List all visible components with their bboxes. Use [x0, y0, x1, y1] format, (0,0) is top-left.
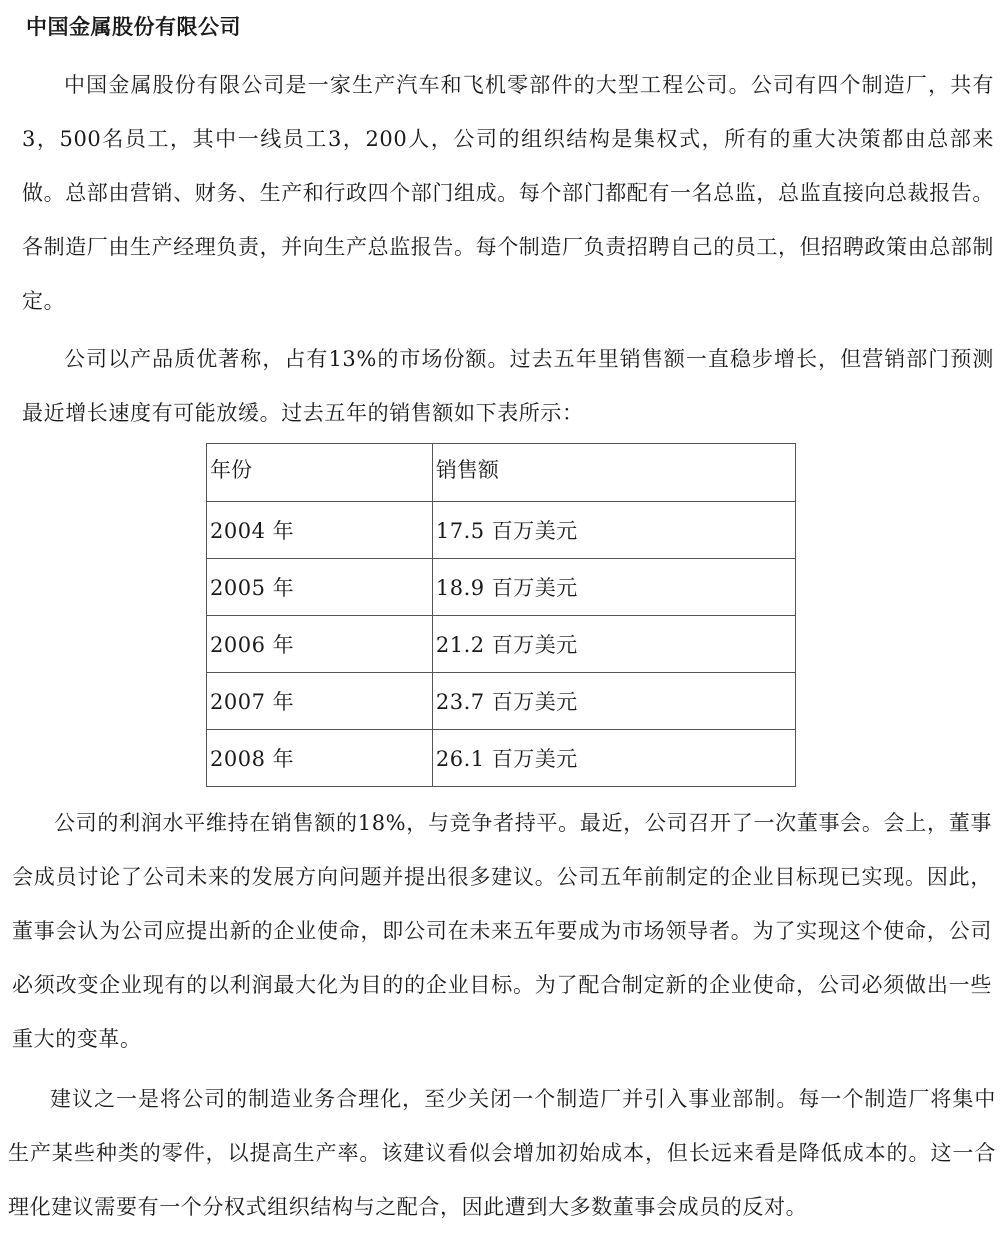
paragraph-rationalization-proposal: 建议之一是将公司的制造业务合理化，至少关闭一个制造厂并引入事业部制。每一个制造厂将集中生产某些种类的零件，以提高生产率。该建议看似会增加初始成本，但长远来看是降低成本的。这一合理化建议需要有一个分权式组织结构与之配合，因此遭到大多数董事会成员的反对。 — [8, 1087, 996, 1219]
cell-sales: 18.9 百万美元 — [432, 559, 795, 616]
paragraph-company-overview: 中国金属股份有限公司是一家生产汽车和飞机零部件的大型工程公司。公司有四个制造厂，共有3，500名员工，其中一线员工3，200人，公司的组织结构是集权式，所有的重大决策都由总部来做。总部由营销、财务、生产和行政四个部门组成。每个部门都配有一名总监，总监直接向总裁报告。各制造厂由生产经理负责，并向生产总监报告。每个制造厂负责招聘自己的员工，但招聘政策由总部制定。 — [22, 73, 994, 313]
cell-sales: 17.5 百万美元 — [432, 502, 795, 559]
table-row — [207, 616, 796, 673]
sales-table-header-row — [207, 444, 796, 502]
header-year: 年份 — [207, 444, 433, 502]
document-title: 中国金属股份有限公司 — [26, 15, 241, 39]
header-sales: 销售额 — [432, 444, 795, 502]
cell-year: 2004 年 — [207, 502, 433, 559]
cell-sales: 23.7 百万美元 — [432, 673, 795, 730]
table-row — [207, 559, 796, 616]
cell-year: 2008 年 — [207, 730, 433, 787]
paragraph-board-meeting: 公司的利润水平维持在销售额的18%，与竞争者持平。最近，公司召开了一次董事会。会上，董事会成员讨论了公司未来的发展方向问题并提出很多建议。公司五年前制定的企业目标现已实现。因此，董事会认为公司应提出新的企业使命，即公司在未来五年要成为市场领导者。为了实现这个使命，公司必须改变企业现有的以利润最大化为目的的企业目标。为了配合制定新的企业使命，公司必须做出一些重大的变革。 — [12, 811, 992, 1051]
table-row — [207, 673, 796, 730]
cell-sales: 21.2 百万美元 — [432, 616, 795, 673]
cell-year: 2006 年 — [207, 616, 433, 673]
paragraph-market-share: 公司以产品质优著称，占有13%的市场份额。过去五年里销售额一直稳步增长，但营销部门预测最近增长速度有可能放缓。过去五年的销售额如下表所示： — [22, 347, 994, 425]
cell-year: 2007 年 — [207, 673, 433, 730]
sales-table — [206, 443, 796, 787]
table-row — [207, 502, 796, 559]
cell-year: 2005 年 — [207, 559, 433, 616]
table-row — [207, 730, 796, 787]
cell-sales: 26.1 百万美元 — [432, 730, 795, 787]
